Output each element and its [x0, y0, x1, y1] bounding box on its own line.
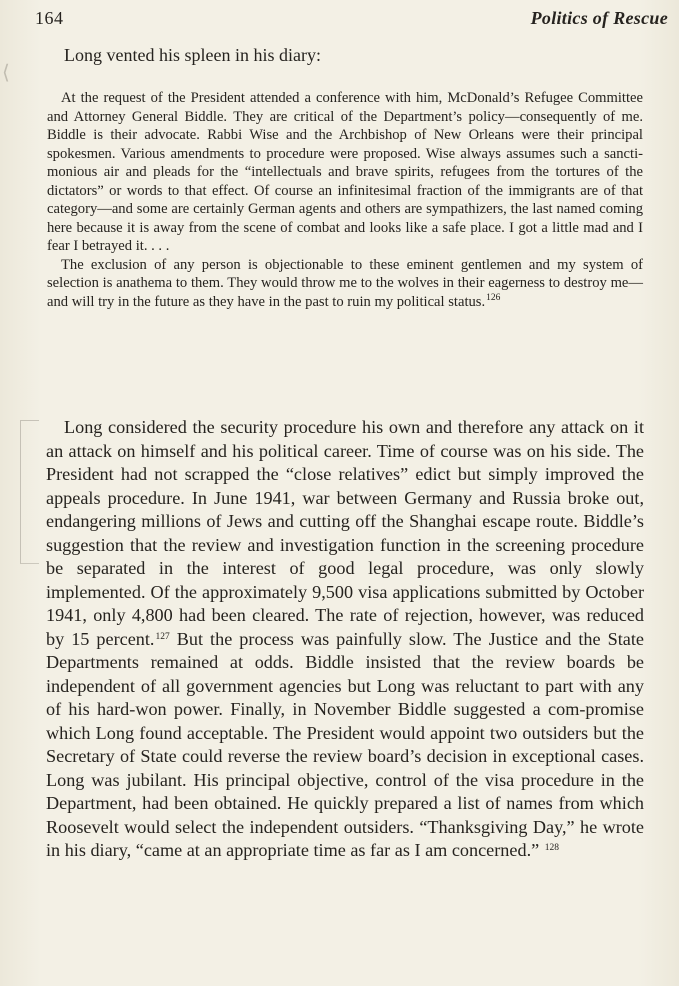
- body-text-part: But the process was painfully slow. The Justice and the State Departments remained at odds. Biddle insisted that the review boards be independent of all government agencies but Long was reluctant to part with any of his hard-won power. Finally, in November Biddle suggested a com-promise which Long found acceptable. The President would appoint two outsiders but the Secretary of State could reverse the review board’s decision in exceptional cases. Long was jubilant. His principal objective, control of the visa procedure in the Department, had been obtained. He quickly prepared a list of names from which Roosevelt would select the independent outsiders. “Thanksgiving Day,” he wrote in his diary, “came at an appropriate time as far as I am concerned.”: [46, 628, 644, 860]
- footnote-ref: 126: [486, 292, 501, 303]
- extract-paragraph: At the request of the President attended a conference with him, McDonald’s Refugee Committee and Attorney General Biddle. They are critical of the Department’s policy—consequently of me. Biddle is their advocate. Rabbi Wise and the Archbishop of New Orleans were their principal spokesmen. Various amendments to procedure were proposed. Wise always assumes such a sancti-monious air and pleads for the “intellectuals and brave spirits, refugees from the tortures of the dictators” or words to that effect. Of course an infinitesimal fraction of the immigrants are of that category—and some are certainly German agents and others are sympathizers, the last named coming here because it is away from the scene of combat and looks like a safe place. I got a little mad and I fear I betrayed it. . . .: [47, 90, 643, 254]
- footnote-ref: 127: [155, 631, 170, 642]
- footnote-ref: 128: [544, 843, 559, 853]
- running-head: Politics of Rescue: [530, 8, 668, 28]
- body-paragraph: [46, 416, 644, 863]
- extract-text: The exclusion of any person is objectionable to these eminent gentlemen and my system of selection is anathema to them. They would throw me to the wolves in their eagerness to destroy me—and will try in the future as they have in the past to ruin my political status.: [47, 256, 643, 310]
- page-number: 164: [35, 8, 64, 28]
- extract-paragraph: [47, 256, 643, 312]
- intro-sentence: Long vented his spleen in his diary:: [64, 45, 321, 65]
- diary-extract: [47, 89, 643, 311]
- body-text: [46, 416, 644, 863]
- page-header: [35, 8, 668, 30]
- pencil-bracket: [20, 420, 39, 564]
- body-text-part: Long considered the security procedure his own and therefore any attack on it an attack on himself and his political career. Time of course was on his side. The President had not scrapped the “close relatives” edict but simply improved the appeals procedure. In June 1941, war between Germany and Russia broke out, endangering millions of Jews and cutting off the Shanghai escape route. Biddle’s suggestion that the review and investigation function in the screening procedure be separated in the interest of good legal procedure, was only slowly implemented. Of the approximately 9,500 visa applications submitted by October 1941, only 4,800 had been cleared. The rate of rejection, however, was reduced by 15 percent.: [46, 417, 644, 649]
- pencil-mark-icon: ⟨: [2, 60, 10, 84]
